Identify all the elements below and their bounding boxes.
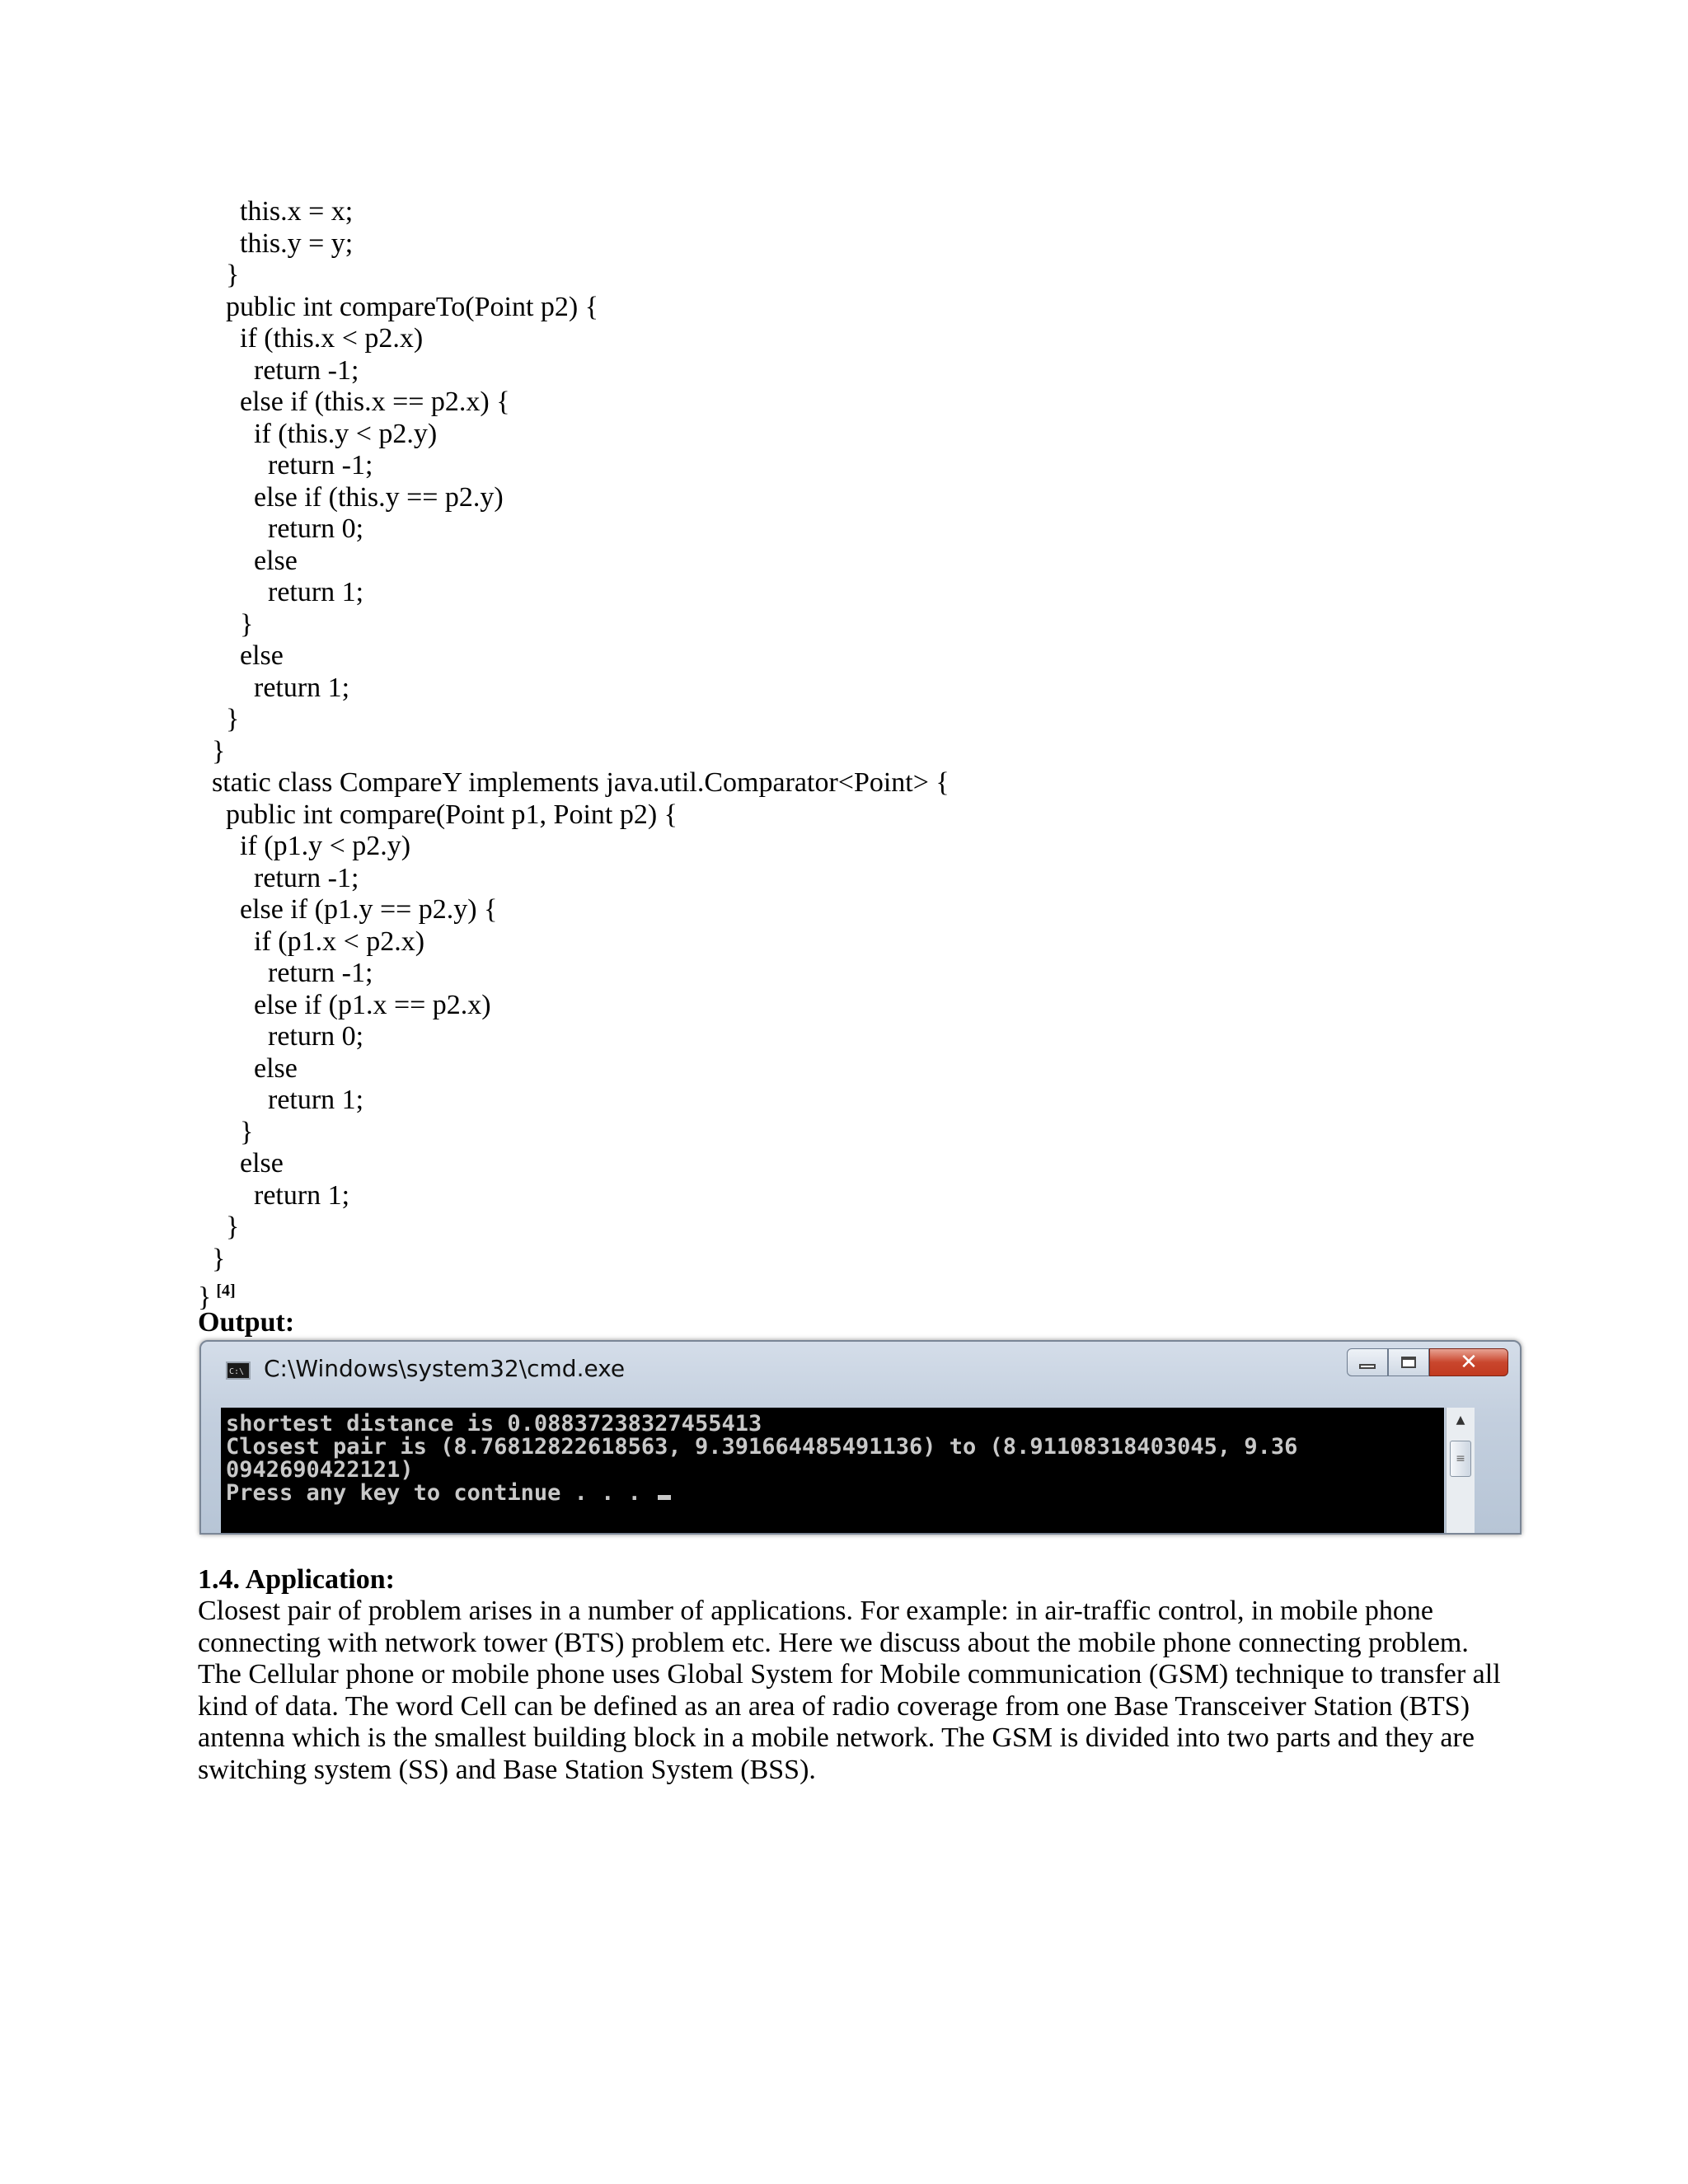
code-line: public int compare(Point p1, Point p2) {	[198, 799, 678, 830]
code-line: return -1;	[198, 450, 373, 480]
text-cursor	[658, 1495, 671, 1500]
code-line: }	[198, 704, 240, 734]
code-line: if (p1.x < p2.x)	[198, 926, 425, 957]
code-line: else	[198, 1052, 298, 1084]
cmd-titlebar	[201, 1342, 1520, 1394]
code-line: else if (p1.y == p2.y) {	[198, 894, 498, 925]
code-line: return 1;	[198, 577, 364, 607]
paragraph-line: The Cellular phone or mobile phone uses Global System for Mobile communication (GSM) technique to transfer all	[198, 1659, 1501, 1690]
code-line: this.x = x;	[198, 196, 354, 227]
scrollbar-thumb[interactable]: ≡	[1450, 1441, 1471, 1477]
scroll-up-arrow-icon[interactable]: ▲	[1456, 1413, 1465, 1427]
code-line: else if (this.x == p2.x) {	[198, 387, 510, 417]
close-button[interactable]	[1429, 1348, 1508, 1376]
code-line: }	[198, 1116, 254, 1147]
code-listing	[198, 196, 950, 1313]
code-closing-brace: }	[198, 1282, 212, 1313]
code-line: return -1;	[198, 354, 359, 386]
code-line: return 0;	[198, 513, 364, 544]
maximize-icon	[1401, 1357, 1416, 1368]
console-line: 0942690422121)	[226, 1457, 414, 1483]
console-scrollbar[interactable]	[1446, 1408, 1475, 1533]
code-line: return 1;	[198, 1179, 350, 1211]
code-line: }	[198, 1212, 240, 1242]
code-line: if (p1.y < p2.y)	[198, 831, 411, 861]
minimize-button[interactable]	[1347, 1348, 1388, 1376]
console-line: Closest pair is (8.76812822618563, 9.391664485491136) to (8.91108318403045, 9.36	[226, 1434, 1298, 1460]
cmd-window-screenshot	[199, 1340, 1522, 1535]
console-line: shortest distance is 0.08837238327455413	[226, 1411, 762, 1436]
minimize-icon	[1359, 1364, 1376, 1369]
maximize-button[interactable]	[1388, 1348, 1429, 1376]
code-line: if (this.x < p2.x)	[198, 323, 424, 354]
code-line: static class CompareY implements java.util.Comparator<Point> {	[198, 767, 950, 798]
paragraph-line: connecting with network tower (BTS) problem etc. Here we discuss about the mobile phone connecting problem.	[198, 1627, 1469, 1658]
code-line: this.y = y;	[198, 227, 354, 259]
paragraph-line: antenna which is the smallest building block in a mobile network. The GSM is divided into two parts and they are	[198, 1722, 1475, 1753]
code-line: }	[198, 735, 226, 766]
paragraph-line: Closest pair of problem arises in a number of applications. For example: in air-traffic control, in mobile phone	[198, 1596, 1434, 1626]
citation-marker: [4]	[216, 1282, 236, 1300]
cmd-app-icon: C:\	[226, 1361, 251, 1380]
section-heading: 1.4. Application:	[198, 1564, 395, 1595]
code-line-final	[198, 1275, 950, 1313]
code-line: }	[198, 260, 240, 290]
paragraph-line: kind of data. The word Cell can be defined as an area of radio coverage from one Base Transceiver Station (BTS)	[198, 1690, 1470, 1722]
code-line: return 0;	[198, 1021, 364, 1052]
cmd-window-title: C:\Windows\system32\cmd.exe	[264, 1355, 626, 1382]
code-line: }	[198, 1243, 226, 1274]
code-line: else if (this.y == p2.y)	[198, 481, 504, 513]
code-line: }	[198, 608, 254, 640]
code-line: return -1;	[198, 958, 373, 988]
code-line: return 1;	[198, 672, 350, 703]
code-line: public int compareTo(Point p2) {	[198, 291, 599, 322]
window-controls	[1347, 1348, 1508, 1376]
code-line: else	[198, 640, 284, 671]
section-paragraph	[198, 1596, 1501, 1786]
code-line: else if (p1.x == p2.x)	[198, 989, 491, 1020]
paragraph-line: switching system (SS) and Base Station System (BSS).	[198, 1754, 816, 1785]
code-line: if (this.y < p2.y)	[198, 418, 438, 449]
code-line: else	[198, 545, 298, 576]
console-line-prompt	[226, 1482, 1441, 1505]
code-line: return 1;	[198, 1085, 364, 1115]
code-line: else	[198, 1148, 284, 1179]
console-prompt-text: Press any key to continue . . .	[226, 1480, 655, 1506]
close-icon: ✕	[1460, 1350, 1478, 1375]
output-heading: Output:	[198, 1307, 295, 1338]
console-output[interactable]	[221, 1408, 1444, 1533]
code-line: return -1;	[198, 862, 359, 893]
